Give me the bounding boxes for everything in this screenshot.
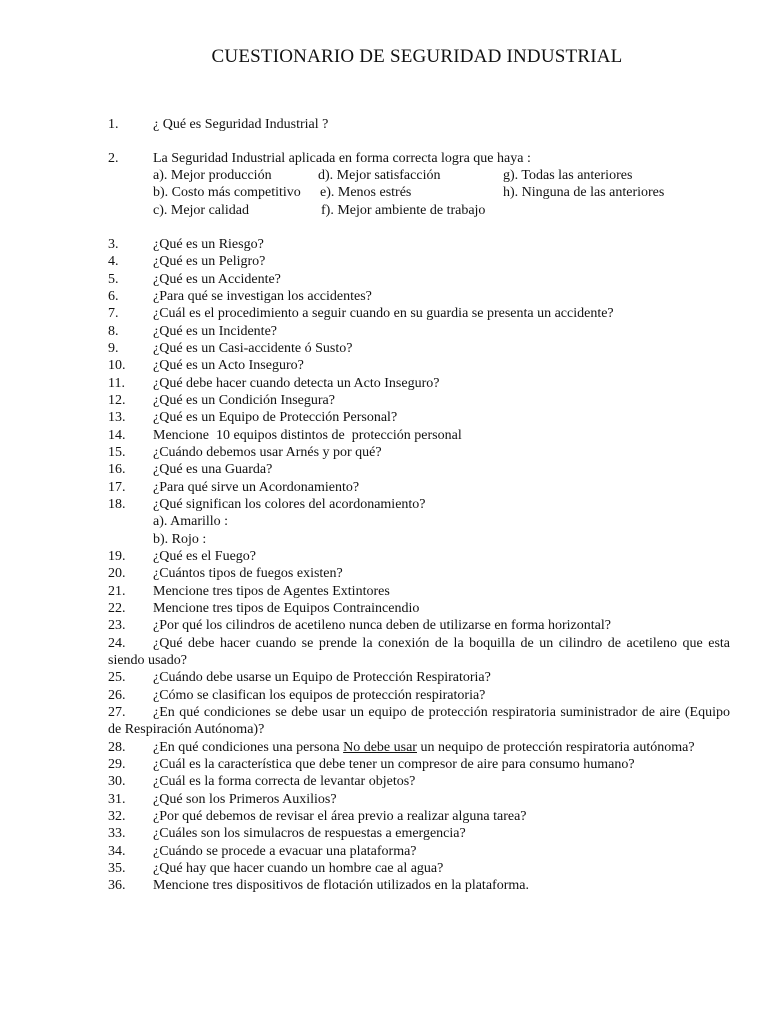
question-text: ¿Qué es un Accidente? [153,272,281,287]
option-b: b). Rojo : [153,532,207,547]
question-text: ¿Cuál es el procedimiento a seguir cuando en su guardia se presenta un accidente? [153,306,614,321]
question-number: 19. [108,549,126,564]
option-g: g). Todas las anteriores [503,168,633,183]
question-24 [108,635,730,670]
question-number: 12. [108,393,126,408]
question-number: 26. [108,688,126,703]
question-number: 3. [108,237,119,252]
question-text-start: ¿En qué condiciones una persona [153,740,344,755]
question-number: 29. [108,757,126,772]
question-text: ¿Qué es una Guarda? [153,462,273,477]
question-text: ¿Qué es un Condición Insegura? [153,393,335,408]
question-text: ¿Cómo se clasifican los equipos de protección respiratoria? [153,688,486,703]
question-number: 2. [108,151,119,166]
question-number: 22. [108,601,126,616]
question-text: Mencione 10 equipos distintos de protección personal [153,428,462,443]
question-text: ¿Cuáles son los simulacros de respuestas a emergencia? [153,826,466,841]
question-text: ¿Para qué sirve un Acordonamiento? [153,480,360,495]
question-number: 24. [108,636,126,651]
question-text: ¿Qué es un Casi-accidente ó Susto? [153,341,353,356]
question-text: ¿Cuál es la característica que debe tener un compresor de aire para consumo humano? [153,757,635,772]
question-number: 31. [108,792,126,807]
question-text: ¿Por qué los cilindros de acetileno nunca deben de utilizarse en forma horizontal? [153,618,611,633]
question-number: 28. [108,740,126,755]
question-text: ¿Qué debe hacer cuando se prende la conexión de la boquilla de un cilindro de acetileno que esta siendo usado? [108,636,730,669]
question-text: ¿Qué es un Acto Inseguro? [153,358,304,373]
option-a: a). Amarillo : [153,514,229,529]
question-text: ¿Para qué se investigan los accidentes? [153,289,372,304]
question-text: ¿Cuándo debemos usar Arnés y por qué? [153,445,382,460]
question-number: 13. [108,410,126,425]
question-number: 6. [108,289,119,304]
question-number: 30. [108,774,126,789]
question-text: ¿ Qué es Seguridad Industrial ? [153,117,329,132]
question-number: 34. [108,844,126,859]
question-text: Mencione tres tipos de Agentes Extintores [153,584,390,599]
question-text [153,739,695,756]
question-number: 25. [108,670,126,685]
question-number: 15. [108,445,126,460]
question-number: 10. [108,358,126,373]
question-number: 16. [108,462,126,477]
question-number: 35. [108,861,126,876]
question-number: 5. [108,272,119,287]
option-b: b). Costo más competitivo [153,185,301,200]
question-number: 36. [108,878,126,893]
question-number: 32. [108,809,126,824]
question-number: 27. [108,705,126,720]
question-number: 17. [108,480,126,495]
option-e: e). Menos estrés [320,185,412,200]
question-text: ¿Qué es el Fuego? [153,549,257,564]
page-title: CUESTIONARIO DE SEGURIDAD INDUSTRIAL [211,46,623,67]
option-f: f). Mejor ambiente de trabajo [321,203,486,218]
question-text: ¿Qué es un Incidente? [153,324,277,339]
question-number: 1. [108,117,119,132]
option-a: a). Mejor producción [153,168,272,183]
option-d: d). Mejor satisfacción [318,168,441,183]
underlined-phrase: No debe usar [343,740,417,755]
question-text: ¿Qué es un Equipo de Protección Personal? [153,410,398,425]
question-number: 33. [108,826,126,841]
question-27 [108,704,730,739]
question-text: ¿Qué son los Primeros Auxilios? [153,792,337,807]
question-text-end: un nequipo de protección respiratoria autónoma? [416,740,695,755]
question-text: Mencione tres dispositivos de flotación utilizados en la plataforma. [153,878,529,893]
question-text: La Seguridad Industrial aplicada en forma correcta logra que haya : [153,151,531,166]
question-number: 7. [108,306,119,321]
question-number: 4. [108,254,119,269]
question-text: ¿Cuándo debe usarse un Equipo de Protección Respiratoria? [153,670,491,685]
question-number: 23. [108,618,126,633]
question-number: 11. [108,376,125,391]
question-text: ¿Qué significan los colores del acordonamiento? [153,497,426,512]
question-text: ¿Qué es un Peligro? [153,254,266,269]
question-text: ¿Qué es un Riesgo? [153,237,264,252]
question-number: 20. [108,566,126,581]
question-text: ¿Cuál es la forma correcta de levantar objetos? [153,774,416,789]
question-text: ¿Cuándo se procede a evacuar una plataforma? [153,844,417,859]
question-number: 9. [108,341,119,356]
question-text: Mencione tres tipos de Equipos Contraincendio [153,601,420,616]
question-text: ¿Cuántos tipos de fuegos existen? [153,566,343,581]
option-h: h). Ninguna de las anteriores [503,185,665,200]
question-text: ¿Por qué debemos de revisar el área previo a realizar alguna tarea? [153,809,527,824]
question-text: ¿Qué debe hacer cuando detecta un Acto Inseguro? [153,376,440,391]
question-number: 21. [108,584,126,599]
option-c: c). Mejor calidad [153,203,250,218]
question-number: 8. [108,324,119,339]
question-text: ¿Qué hay que hacer cuando un hombre cae al agua? [153,861,444,876]
question-text: ¿En qué condiciones se debe usar un equipo de protección respiratoria suministrador de aire (Equipo de Respiración Autónoma)? [108,705,730,738]
question-number: 14. [108,428,126,443]
question-number: 18. [108,497,126,512]
